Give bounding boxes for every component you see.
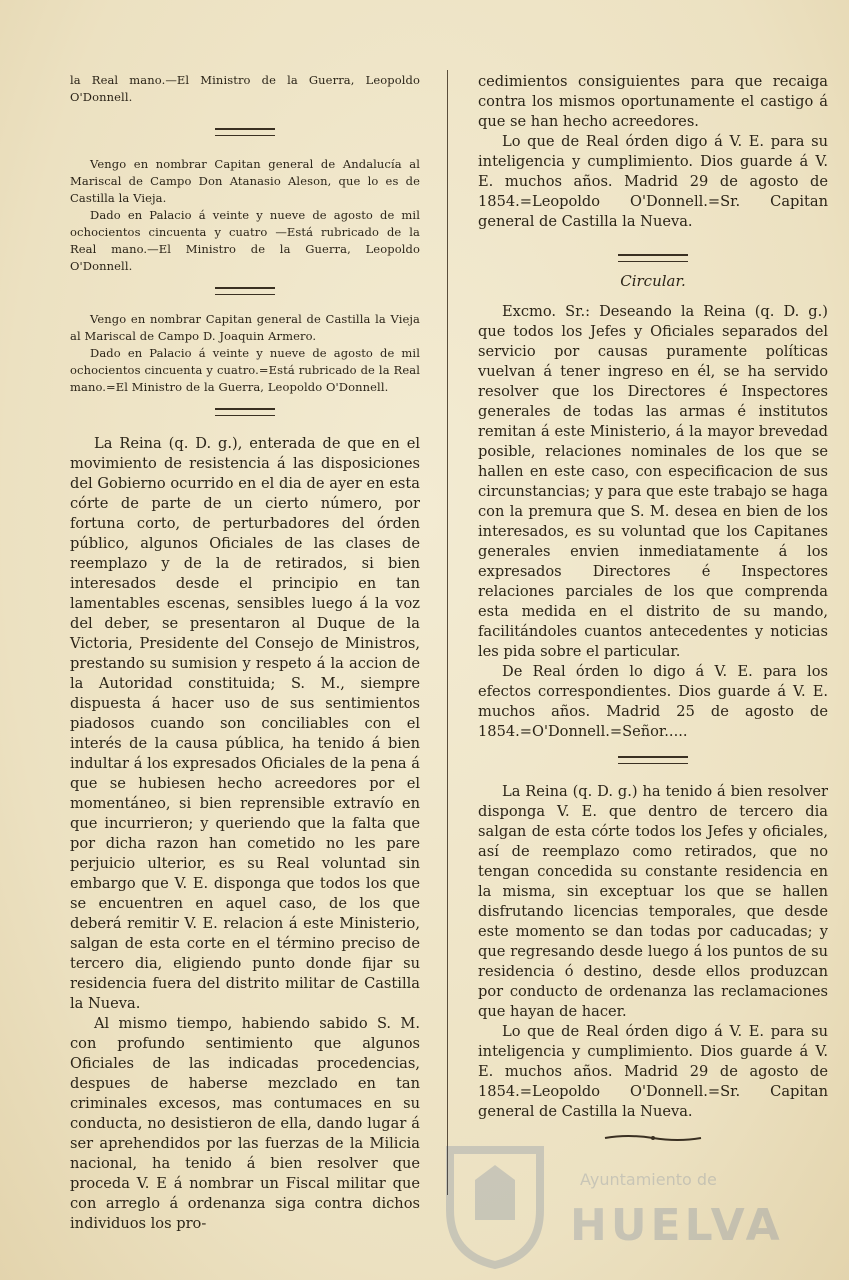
separator-rule (215, 408, 275, 416)
separator-rule (618, 254, 688, 262)
left-continuation: la Real mano.—El Ministro de la Guerra, Leopoldo O'Donnell. (70, 73, 420, 104)
watermark-line-2: HUELVA (570, 1200, 784, 1251)
watermark-line-1: Ayuntamiento de (580, 1170, 717, 1189)
watermark (430, 1100, 790, 1280)
circular-paragraph-1: Excmo. Sr.: Deseando la Reina (q. D. g.) que todos los Jefes y Oficiales separados del servicio por causas puramente políticas vuelvan á tener ingreso en él, se ha servido resolver que los Directores é Inspectores generales de todas las armas é institutos remitan á este Ministerio, á la mayor brevedad posible, relaciones nominales de los que se hallen en este caso, con especificacion de sus circunstancias; y para que este trabajo se haga con la premura que S. M. desea en bien de los interesados, es su voluntad que los Capitanes generales envien inmediatamente á los expresados Directores é Inspectores relaciones parciales de los que comprenda esta medida en el distrito de su mando, facilitándoles cuantos antecedentes y noticias les pida sobre el particular. (478, 303, 828, 660)
circular-heading: Circular. (620, 272, 686, 290)
royal-order-right-paragraph-2: Lo que de Real órden digo á V. E. para su inteligencia y cumplimiento. Dios guarde á V. E. muchos años. Madrid 29 de agosto de 1854.=Leopoldo O'Donnell.=Sr. Capitan general de Castilla la Nueva. (478, 1023, 828, 1120)
royal-order-right-paragraph-1: La Reina (q. D. g.) ha tenido á bien resolver disponga V. E. que dentro de tercero dia salgan de esta córte todos los Jefes y oficiales, así de reemplazo como retirados, que no tengan concedida su constante residencia en la misma, sin exceptuar los que se hallen disfrutando licencias temporales, que desde este momento se dan todas por caducadas; y que regresando desde luego á los puntos de su residencia ó destino, desde ellos produzcan por conducto de ordenanza las reclamaciones que hayan de hacer. (478, 783, 828, 1020)
royal-order-paragraph-2: Al mismo tiempo, habiendo sabido S. M. con profundo sentimiento que algunos Oficiales de las indicadas procedencias, despues de haberse mezclado en tan criminales excesos, mas contumaces en su conducta, no desistieron de ella, dando lugar á ser aprehendidos por las fuerzas de la Milicia nacional, ha tenido á bien resolver que proceda V. E á nombrar un Fiscal militar que con arreglo á ordenanza siga contra dichos individuos los pro- (70, 1015, 420, 1232)
left-column (70, 72, 420, 1234)
right-continuation: cedimientos consiguientes para que recaiga contra los mismos oportunamente el castigo á que se han hecho acreedores. (478, 73, 828, 130)
column-divider (447, 70, 448, 1195)
separator-rule (215, 128, 275, 136)
separator-rule (215, 287, 275, 295)
royal-order-paragraph-1: La Reina (q. D. g.), enterada de que en el movimiento de resistencia á las disposiciones del Gobierno ocurrido en el dia de ayer en esta córte de parte de un cierto número, por fortuna corto, de perturbadores del órden público, algunos Oficiales de las clases de reemplazo y de la de retirados, si bien interesados desde el principio en tan lamentables escenas, sensibles luego á la voz del deber, se presentaron al Duque de la Victoria, Presidente del Consejo de Ministros, prestando su sumision y respeto á la accion de la Autoridad constituida; S. M., siempre dispuesta á hacer uso de sus sentimientos piadosos cuando son conciliables con el interés de la causa pública, ha tenido á bien indultar á los expresados Oficiales de la pena á que se hubiesen hecho acreedores por el momentáneo, si bien reprensible extravío en que incurrieron; y queriendo que la falta que por dicha razon han cometido no les pare perjuicio ulterior, es su Real voluntad sin embargo que V. E. disponga que todos los que se encuentren en aquel caso, de los que deberá remitir V. E. relacion á este Ministerio, salgan de esta corte en el término preciso de tercero dia, eligiendo punto donde fijar su residencia fuera del distrito militar de Castilla la Nueva. (70, 435, 420, 1012)
right-column (478, 72, 828, 1142)
decree-2: Vengo en nombrar Capitan general de Castilla la Vieja al Mariscal de Campo D. Joaquin Armero. (70, 312, 420, 343)
right-closing: Lo que de Real órden digo á V. E. para su inteligencia y cumplimiento. Dios guarde á V. E. muchos años. Madrid 29 de agosto de 1854.=Leopoldo O'Donnell.=Sr. Capitan general de Castilla la Nueva. (478, 133, 828, 230)
circular-paragraph-2: De Real órden lo digo á V. E. para los efectos correspondientes. Dios guarde á V. E. muchos años. Madrid 25 de agosto de 1854.=O'Donnell.=Señor..... (478, 663, 828, 740)
decree-2-date: Dado en Palacio á veinte y nueve de agosto de mil ochocientos cincuenta y cuatro.=Está rubricado de la Real mano.=El Ministro de la Guerra, Leopoldo O'Donnell. (70, 346, 420, 394)
decree-1: Vengo en nombrar Capitan general de Andalucía al Mariscal de Campo Don Atanasio Aleson, que lo es de Castilla la Vieja. (70, 157, 420, 205)
decree-1-date: Dado en Palacio á veinte y nueve de agosto de mil ochocientos cincuenta y cuatro —Está rubricado de la Real mano.—El Ministro de la Guerra, Leopoldo O'Donnell. (70, 208, 420, 273)
shield-icon (440, 1140, 550, 1270)
separator-rule (618, 756, 688, 764)
